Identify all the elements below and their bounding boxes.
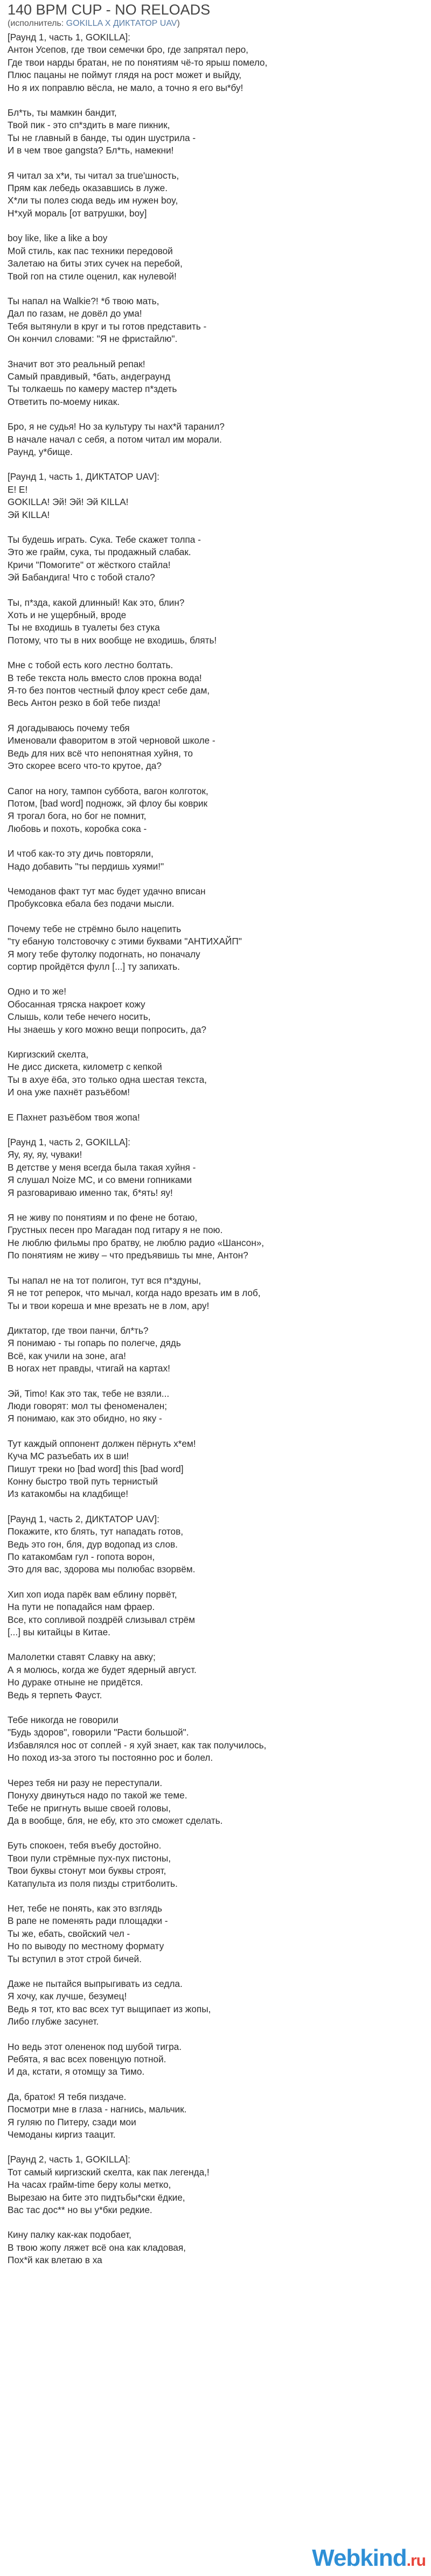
lyric-line: Потом, [bad word] подножк, эй флоу бы коврик bbox=[8, 797, 208, 809]
lyric-line: Но ведь этот олененок под шубой тигра. bbox=[8, 2041, 182, 2052]
lyric-line: Катапульта из поля пизды стритболить. bbox=[8, 1878, 178, 1889]
lyric-line: Да в вообще, бля, не ебу, кто это сможет сделать. bbox=[8, 1815, 223, 1826]
lyric-line: И она уже пахнёт разъёбом! bbox=[8, 1087, 130, 1098]
lyric-line: Твой гоп на стиле оценил, как нулевой! bbox=[8, 270, 177, 282]
lyric-stanza bbox=[8, 1388, 309, 1425]
lyric-line: Я не тот реперок, что мычал, когда надо врезать им в лоб, bbox=[8, 1287, 261, 1299]
lyric-line: Обосанная тряска накроет кожу bbox=[8, 998, 145, 1010]
lyric-line: Я слушал Noize MC, и со вмени гопниками bbox=[8, 1174, 192, 1186]
lyric-stanza bbox=[8, 1136, 309, 1199]
lyric-line: Я понимаю, как это обидно, но яку - bbox=[8, 1413, 162, 1424]
lyric-line: Все, кто сопливой поздрёй слизывал стрём bbox=[8, 1614, 195, 1625]
lyric-line: Я не живу по понятиям и по фене не ботаю, bbox=[8, 1212, 198, 1223]
lyric-line: Чемоданы киргиз таацит. bbox=[8, 2129, 116, 2140]
lyric-line: [Раунд 2, часть 1, GOKILLA]: bbox=[8, 2154, 130, 2165]
lyric-line: Сапог на ногу, тампон суббота, вагон колготок, bbox=[8, 785, 208, 796]
lyric-stanza bbox=[8, 1978, 309, 2028]
lyric-stanza bbox=[8, 107, 309, 157]
lyric-line: Эй Бабандига! Что с тобой стало? bbox=[8, 572, 155, 583]
lyric-line: Хип хоп иода парёк вам еблину порвёт, bbox=[8, 1588, 177, 1600]
lyric-line: Ведь я тот, кто вас всех тут выщипает из жопы, bbox=[8, 2003, 211, 2014]
lyric-stanza bbox=[8, 1212, 309, 1262]
lyric-line: Киргизский скелта, bbox=[8, 1049, 89, 1060]
lyric-line: Тот самый киргизский скелта, как пак легенда,! bbox=[8, 2166, 210, 2178]
lyric-line: Не дисс дискета, километр с кепкой bbox=[8, 1061, 162, 1073]
lyric-stanza bbox=[8, 232, 309, 283]
lyric-line: Тут каждый оппонент должен пёрнуть х*ем! bbox=[8, 1438, 196, 1449]
lyric-line: boy like, like a like a boy bbox=[8, 233, 108, 244]
lyric-line: Буть спокоен, тебя въебу достойно. bbox=[8, 1840, 162, 1851]
lyric-line: В начале начал с себя, а потом читал им морали. bbox=[8, 433, 222, 445]
lyric-line: Тебе никогда не говорили bbox=[8, 1714, 119, 1726]
song-title: 140 BPM CUP - NO RELOADS bbox=[8, 2, 211, 18]
lyric-stanza bbox=[8, 659, 309, 710]
lyric-line: Ты не входишь в туалеты без стука bbox=[8, 622, 160, 633]
lyric-line: сортир пройдётся фулл [...] ту запихать. bbox=[8, 961, 180, 972]
lyric-line: Ведь это гон, бля, дур водопад из слов. bbox=[8, 1538, 178, 1550]
lyric-stanza bbox=[8, 170, 309, 220]
lyric-line: Ты, п*здa, какой длинный! Как это, блин? bbox=[8, 597, 185, 608]
lyric-stanza bbox=[8, 597, 309, 647]
lyric-line: Ты будешь играть. Сука. Тебе скажет толпа - bbox=[8, 534, 201, 545]
lyric-line: [Раунд 1, часть 1, ДИКТАТОР UAV]: bbox=[8, 471, 159, 482]
lyric-line: Понуху двинуться надо по такой же теме. bbox=[8, 1790, 187, 1801]
lyric-line: Ты толкаешь по камеру мастер п*здеть bbox=[8, 383, 177, 395]
lyric-line: Кричи "Помогите" от жёсткого стайла! bbox=[8, 559, 171, 570]
lyric-line: Я разговариваю именно так, б*ять! яу! bbox=[8, 1187, 173, 1198]
lyric-stanza bbox=[8, 722, 309, 773]
lyric-line: Пишут треки но [bad word] this [bad word] bbox=[8, 1463, 184, 1474]
lyric-stanza bbox=[8, 1111, 309, 1124]
lyric-stanza bbox=[8, 1513, 309, 1576]
lyric-line: На часах грайм-time беру колы метко, bbox=[8, 2179, 171, 2190]
lyric-line: Именовали фаворитом в этой черновой школе - bbox=[8, 735, 215, 746]
lyric-line: Ты напал не на тот полигон, тут вся п*здуны, bbox=[8, 1275, 201, 1286]
watermark-brand: Webkind bbox=[312, 2545, 407, 2571]
lyric-line: На пути не попадайся нам фраер. bbox=[8, 1601, 155, 1613]
lyric-line: Плюс пацаны не поймут глядя на рост может и выйду, bbox=[8, 69, 242, 81]
lyric-line: В ногах нет правды, чтигай на картах! bbox=[8, 1363, 170, 1374]
lyric-line: Я могу тебе футолку подогнать, но поначалу bbox=[8, 948, 200, 960]
lyric-line: Из катакомбы на кладбище! bbox=[8, 1488, 129, 1500]
lyric-stanza bbox=[8, 1777, 309, 1828]
watermark-tld: .ru bbox=[406, 2552, 426, 2570]
lyric-line: Ты не главный в банде, ты один шустрила - bbox=[8, 132, 196, 143]
lyric-line: Ответить по-моему никак. bbox=[8, 396, 120, 407]
lyric-line: В твою жопу ляжет всё она как кладовая, bbox=[8, 2242, 186, 2253]
lyric-line: Самый правдивый, *бать, андеграунд bbox=[8, 370, 170, 382]
lyric-line: Это скорее всего что-то крутое, да? bbox=[8, 760, 162, 772]
lyric-line: Я трогал бога, но бог не помнит, bbox=[8, 810, 147, 822]
lyric-line: Пробуксовка ебала без подачи мысли. bbox=[8, 898, 175, 909]
lyric-line: "Будь здоров", говорили "Расти большой". bbox=[8, 1727, 189, 1738]
lyric-line: Потому, что ты в них вообще не входишь, блять! bbox=[8, 634, 217, 646]
lyric-line: Где твои нарды братан, не по понятиям чё-то ярыш помело, bbox=[8, 57, 268, 68]
lyric-line: Я понимаю - ты гопарь по полегче, дядь bbox=[8, 1338, 181, 1349]
lyric-line: "ту ебаную толстовочку с этими буквами "АНТИХАЙП" bbox=[8, 936, 242, 947]
lyric-line: Значит вот это реальный репак! bbox=[8, 358, 145, 369]
lyric-line: Раунд, у*бище. bbox=[8, 446, 73, 457]
lyric-line: Почему тебе не стрёмно было нацепить bbox=[8, 923, 182, 934]
lyric-line: Твои пули стрёмные пух-пух пистоны, bbox=[8, 1852, 171, 1864]
lyric-stanza bbox=[8, 1651, 309, 1702]
lyric-line: Покажите, кто блять, тут нападать готов, bbox=[8, 1526, 184, 1537]
lyric-line: Х*ли ты полез сюда ведь им нужен boy, bbox=[8, 195, 178, 206]
lyric-line: Да, браток! Я тебя пиздачe. bbox=[8, 2091, 127, 2102]
lyric-line: Любовь и похоть, коробка сока - bbox=[8, 823, 147, 834]
lyric-line: Яу, яу, яу, чуваки! bbox=[8, 1149, 82, 1160]
lyric-stanza bbox=[8, 31, 309, 94]
lyric-stanza bbox=[8, 923, 309, 974]
lyrics-text bbox=[8, 31, 309, 2551]
lyric-line: Это для вас, здорова мы полюбас взорвём. bbox=[8, 1564, 196, 1575]
lyric-line: Слышь, коли тебе нечего носить, bbox=[8, 1011, 151, 1023]
lyric-stanza bbox=[8, 1588, 309, 1639]
lyric-line: Весь Антон резко в бой тебе пизда! bbox=[8, 697, 161, 709]
lyric-line: Я догадываюсь почему тебя bbox=[8, 722, 130, 733]
lyric-stanza bbox=[8, 848, 309, 873]
performer-label: (исполнитель: bbox=[8, 19, 66, 28]
lyric-stanza bbox=[8, 1714, 309, 1765]
lyric-line: [Раунд 1, часть 2, GOKILLA]: bbox=[8, 1137, 130, 1148]
lyric-line: Вырезаю на бите это пидтьбы*ски ёдкие, bbox=[8, 2192, 185, 2203]
lyric-line: [Раунд 1, часть 1, GOKILLA]: bbox=[8, 32, 130, 43]
lyric-stanza bbox=[8, 1325, 309, 1375]
lyric-line: Эй KILLA! bbox=[8, 509, 50, 520]
lyric-line: Я гуляю по Питеру, сзади мои bbox=[8, 2116, 136, 2127]
lyric-line: Я-то без понтов честный флоу крест себе дам, bbox=[8, 685, 210, 696]
lyric-line: И чтоб как-то эту дичь повторяли, bbox=[8, 848, 154, 859]
lyric-line: Эй, Timo! Как это так, тебе не взяли... bbox=[8, 1388, 170, 1399]
lyric-line: Но по выводу по местному формату bbox=[8, 1941, 164, 1952]
lyric-stanza bbox=[8, 1048, 309, 1099]
lyric-line: В тебе текста ноль вместо слов прокна вода! bbox=[8, 672, 202, 683]
lyric-line: Куча МС разъебать их в ши! bbox=[8, 1451, 129, 1462]
lyric-line: Ведь для них всё что непонятная хуйня, то bbox=[8, 747, 193, 759]
lyric-line: Ты в ахуе ёба, это только одна шестая текста, bbox=[8, 1074, 207, 1085]
lyric-line: Ты и твои кореша и мне врезать не в лом, ару! bbox=[8, 1300, 210, 1311]
lyric-line: Это же грайм, сука, ты продажный слабак. bbox=[8, 547, 191, 558]
lyric-line: Не люблю фильмы про братву, не люблю радио «Шансон», bbox=[8, 1237, 265, 1248]
lyric-line: Я хочу, как лучше, безумец! bbox=[8, 1991, 127, 2002]
lyric-line: Ты напал на Walkie?! *б твою мать, bbox=[8, 295, 159, 306]
lyric-line: Но поход из-за этого ты постоянно рос и болел. bbox=[8, 1752, 213, 1763]
lyric-line: Ны знаешь у кого можно вещи попросить, да? bbox=[8, 1024, 206, 1035]
lyric-line: Избавлялся нос от соплей - я хуй знает, как так получилось, bbox=[8, 1739, 267, 1751]
lyric-line: Через тебя ни разу не переступали. bbox=[8, 1777, 163, 1788]
lyric-line: Тебе не пригнуть выше своей головы, bbox=[8, 1802, 171, 1814]
site-watermark-logo bbox=[312, 2545, 426, 2572]
lyric-stanza bbox=[8, 295, 309, 346]
lyric-line: Мне с тобой есть кого лестно болтать. bbox=[8, 660, 173, 671]
lyric-line: Даже не пытайся выпрыгивать из седла. bbox=[8, 1978, 183, 1989]
lyric-stanza bbox=[8, 885, 309, 911]
performer-link[interactable]: GOKILLA X ДИКТАТОР UAV bbox=[66, 19, 177, 28]
lyric-line: Либо глубже засунет. bbox=[8, 2016, 99, 2027]
lyric-line: Прям как лебедь оказавшись в луже. bbox=[8, 183, 168, 194]
lyric-line: Е Пахнет разъёбом твоя жопа! bbox=[8, 1111, 140, 1123]
lyric-stanza bbox=[8, 2091, 309, 2141]
lyric-line: По катакомбам гул - гопота ворон, bbox=[8, 1551, 155, 1562]
lyric-stanza bbox=[8, 358, 309, 409]
lyric-line: Ты вступил в этот строй бичей. bbox=[8, 1953, 142, 1964]
lyric-line: По понятиям не живу – что предъявишь ты мне, Антон? bbox=[8, 1250, 248, 1261]
lyric-line: Грустных песен про Магадан под гитару я не пою. bbox=[8, 1224, 223, 1236]
lyric-stanza bbox=[8, 1902, 309, 1965]
lyric-line: Я читал за х*и, ты читал за true'шность, bbox=[8, 170, 179, 181]
lyric-line: Но я их поправлю вёсла, не мало, а точно я его вы*бу! bbox=[8, 82, 244, 93]
lyric-line: Конну быстро твой путь тернистый bbox=[8, 1475, 158, 1487]
lyric-line: Пох*й как влетаю в ха bbox=[8, 2255, 102, 2266]
lyric-line: Ведь я терпеть Фауст. bbox=[8, 1689, 102, 1700]
lyric-line: Бро, я не судья! Но за культуру ты нах*й таранил? bbox=[8, 421, 225, 432]
lyric-line: Залетаю на биты этих сучек на перебой, bbox=[8, 258, 183, 269]
lyric-stanza bbox=[8, 2153, 309, 2216]
lyric-stanza bbox=[8, 2229, 309, 2266]
lyric-stanza bbox=[8, 2041, 309, 2078]
lyric-line: Антон Усепов, где твои семечки бро, где запрятал перо, bbox=[8, 44, 248, 55]
lyric-line: Бл*ть, ты мамкин бандит, bbox=[8, 107, 117, 118]
lyric-line: И в чем твое gangsta? Бл*ть, намекни! bbox=[8, 145, 174, 156]
lyric-line: Ты же, ебать, свойский чел - bbox=[8, 1928, 130, 1939]
lyric-line: Хоть и не ущербный, вроде bbox=[8, 610, 127, 621]
lyric-line: Твой пик - это сп*здить в маге пикник, bbox=[8, 120, 170, 131]
lyric-line: Нет, тебе не понять, как это взглядь bbox=[8, 1902, 162, 1914]
lyric-line: Надо добавить "ты пердишь хуями!" bbox=[8, 860, 164, 872]
lyric-line: Твои буквы стонут мои буквы строят, bbox=[8, 1865, 166, 1877]
lyric-line: В детстве у меня всегда была такая хуйня - bbox=[8, 1161, 196, 1173]
lyric-line: GOKILLA! Эй! Эй! Эй KILLA! bbox=[8, 496, 129, 508]
lyric-line: Кину палку как-как подобает, bbox=[8, 2229, 131, 2241]
lyric-line: Одно и то же! bbox=[8, 986, 67, 997]
lyric-line: Он кончил словами: "Я не фристайлю". bbox=[8, 333, 178, 345]
lyric-line: Мой стиль, как пас техники передовой bbox=[8, 245, 173, 256]
lyric-line: Дал по газам, не довёл до ума! bbox=[8, 308, 142, 319]
lyric-line: Е! Е! bbox=[8, 484, 28, 495]
lyric-stanza bbox=[8, 785, 309, 836]
lyric-line: [...] вы китайцы в Китае. bbox=[8, 1627, 110, 1638]
lyric-line: Ребята, я вас всех повенцую потной. bbox=[8, 2054, 166, 2064]
lyric-stanza bbox=[8, 985, 309, 1036]
lyric-line: А я молюсь, когда же будет ядерный август. bbox=[8, 1664, 197, 1675]
lyric-stanza bbox=[8, 1438, 309, 1501]
lyric-stanza bbox=[8, 1839, 309, 1890]
lyric-line: Всё, как учили на зоне, ага! bbox=[8, 1350, 126, 1361]
lyric-stanza bbox=[8, 421, 309, 458]
lyric-line: Диктатор, где твои панчи, бл*ть? bbox=[8, 1325, 149, 1336]
lyric-stanza bbox=[8, 471, 309, 521]
lyric-line: Вас тас дос** но вы у*бки редкие. bbox=[8, 2204, 152, 2216]
lyric-line: Малолетки ставят Славку на авку; bbox=[8, 1651, 156, 1663]
lyric-line: Чемоданов факт тут мас будет удачно вписан bbox=[8, 885, 206, 897]
performer-line bbox=[8, 18, 431, 29]
lyric-stanza bbox=[8, 534, 309, 584]
lyric-line: Посмотри мне в глаза - нагнись, мальчик. bbox=[8, 2104, 187, 2115]
lyric-line: [Раунд 1, часть 2, ДИКТАТОР UAV]: bbox=[8, 1513, 159, 1524]
performer-close: ) bbox=[177, 19, 180, 28]
lyric-stanza bbox=[8, 1275, 309, 1312]
lyric-line: В рапе не поменять ради площадки - bbox=[8, 1915, 168, 1927]
lyric-line: Тебя вытянули в круг и ты готов представить - bbox=[8, 320, 207, 332]
lyric-line: Н*хуй мораль [от ватрушки, boy] bbox=[8, 207, 147, 219]
lyric-line: И да, кстати, я отомщу за Тимо. bbox=[8, 2066, 145, 2077]
lyric-line: Но дураке отныне не придётся. bbox=[8, 1677, 143, 1688]
lyric-line: Люди говорят: мол ты феноменален; bbox=[8, 1400, 168, 1411]
